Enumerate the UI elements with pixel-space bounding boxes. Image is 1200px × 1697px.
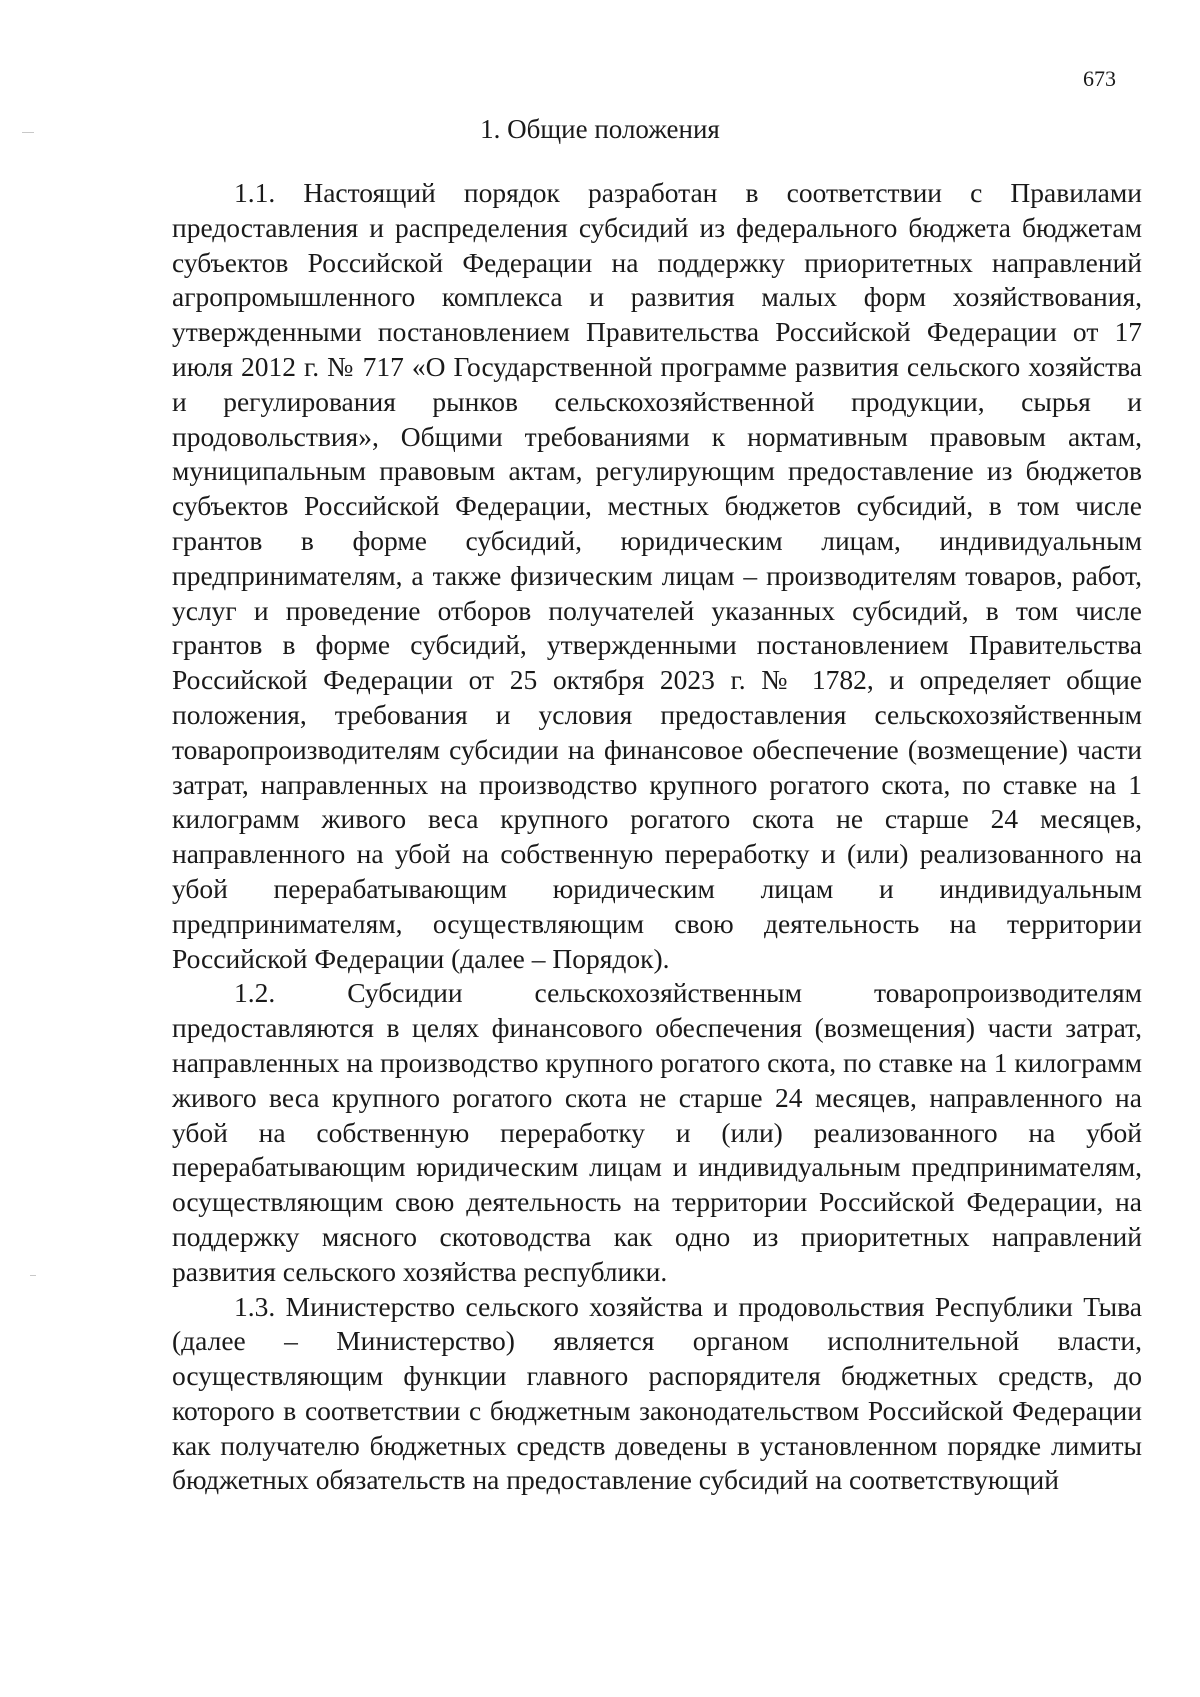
paragraph-1-2: 1.2. Субсидии сельскохозяйственным товаропроизводителям предоставляются в целях финансового обеспечения (возмещения) части затрат, направленных на производство крупного рогатого скота, по ставке на 1 килограмм живого веса крупного рогатого скота не старше 24 месяцев, направленного на убой на собственную переработку и (или) реализованного на убой перерабатывающим юридическим лицам и индивидуальным предпринимателям, осуществляющим свою деятельность на территории Российской Федерации, на поддержку мясного скотоводства как одно из приоритетных направлений развития сельского хозяйства республики.: [172, 977, 1142, 1287]
section-title: 1. Общие положения: [480, 114, 720, 144]
paragraph-1-1: 1.1. Настоящий порядок разработан в соответствии с Правилами предоставления и распределения субсидий из федерального бюджета бюджетам субъектов Российской Федерации на поддержку приоритетных направлений агропромышленного комплекса и развития малых форм хозяйствования, утвержденными постановлением Правительства Российской Федерации от 17 июля 2012 г. № 717 «О Государственной программе развития сельского хозяйства и регулирования рынков сельскохозяйственной продукции, сырья и продовольствия», Общими требованиями к нормативным правовым актам, муниципальным правовым актам, регулирующим предоставление из бюджетов субъектов Российской Федерации, местных бюджетов субсидий, в том числе грантов в форме субсидий, юридическим лицам, индивидуальным предпринимателям, а также физическим лицам – производителям товаров, работ, услуг и проведение отборов получателей указанных субсидий, в том числе грантов в форме субсидий, утвержденными постановлением Правительства Российской Федерации от 25 октября 2023 г. № 1782, и определяет общие положения, требования и условия предоставления сельскохозяйственным товаропроизводителям субсидии на финансовое обеспечение (возмещение) части затрат, направленных на производство крупного рогатого скота, по ставке на 1 килограмм живого веса крупного рогатого скота не старше 24 месяцев, направленного на убой на собственную переработку и (или) реализованного на убой перерабатывающим юридическим лицам и индивидуальным предпринимателям, осуществляющим свою деятельность на территории Российской Федерации (далее – Порядок).: [172, 177, 1142, 974]
document-body: [172, 176, 1142, 1498]
scan-mark: [30, 1275, 36, 1276]
paragraph-1-3: 1.3. Министерство сельского хозяйства и продовольствия Республики Тыва (далее – Министерство) является органом исполнительной власти, осуществляющим функции главного распорядителя бюджетных средств, до которого в соответствии с бюджетным законодательством Российской Федерации как получателю бюджетных средств доведены в установленном порядке лимиты бюджетных обязательств на предоставление субсидий на соответствующий: [172, 1290, 1142, 1496]
page-number: 673: [1083, 66, 1116, 91]
